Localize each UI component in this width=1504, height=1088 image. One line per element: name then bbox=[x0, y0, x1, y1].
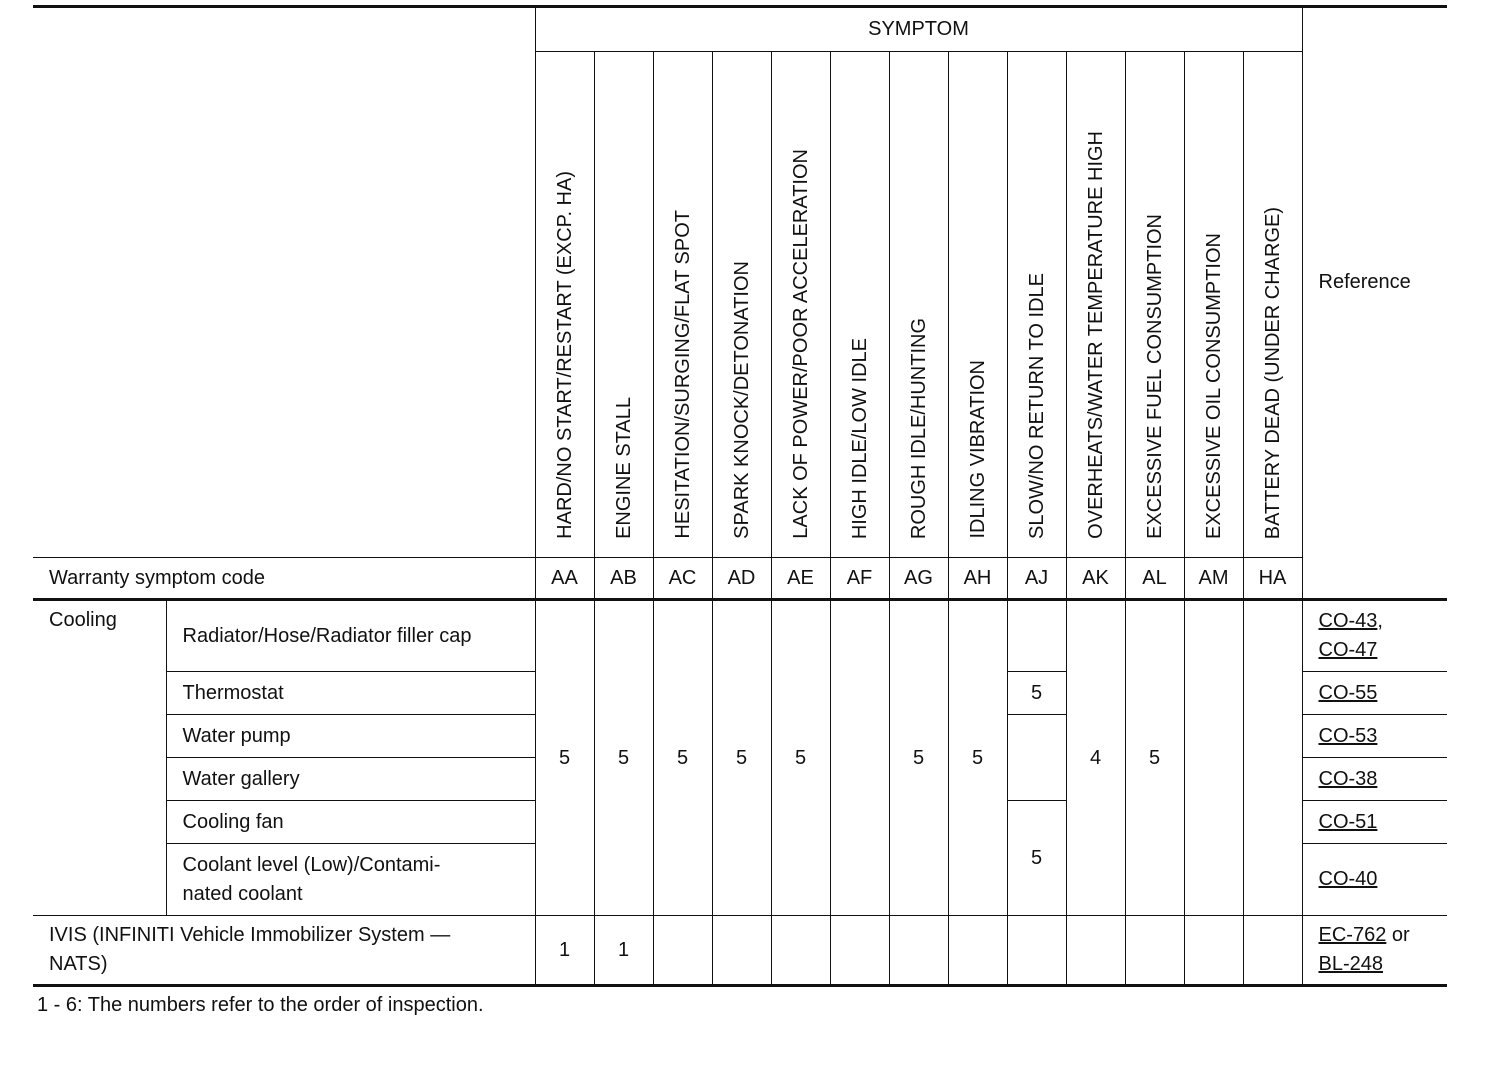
cooling-aj-thermostat: 5 bbox=[1007, 672, 1066, 715]
ivis-value-ha bbox=[1243, 916, 1302, 986]
ivis-value-aa: 1 bbox=[535, 916, 594, 986]
ref-cooling-fan bbox=[1302, 801, 1447, 844]
cooling-value-ad: 5 bbox=[712, 600, 771, 916]
cooling-value-ah: 5 bbox=[948, 600, 1007, 916]
symptom-header-am: EXCESSIVE OIL CONSUMPTION bbox=[1184, 52, 1243, 558]
cooling-item-water-pump: Water pump bbox=[166, 715, 535, 758]
code-ref-blank bbox=[1302, 558, 1447, 600]
ivis-value-am bbox=[1184, 916, 1243, 986]
code-ac: AC bbox=[653, 558, 712, 600]
ref-link[interactable]: EC-762 bbox=[1318, 924, 1387, 946]
symptom-table bbox=[33, 5, 1447, 987]
ivis-value-ac bbox=[653, 916, 712, 986]
cooling-value-aa: 5 bbox=[535, 600, 594, 916]
ref-link[interactable]: CO-40 bbox=[1318, 868, 1378, 890]
ivis-value-ad bbox=[712, 916, 771, 986]
cooling-item-radiator: Radiator/Hose/Radiator filler cap bbox=[166, 600, 535, 672]
cooling-aj-pump-gallery bbox=[1007, 715, 1066, 801]
ref-link[interactable]: CO-38 bbox=[1318, 767, 1378, 790]
ref-coolant-level bbox=[1302, 844, 1447, 916]
cooling-aj-radiator bbox=[1007, 600, 1066, 672]
cooling-category: Cooling bbox=[33, 600, 166, 916]
symptom-header-al: EXCESSIVE FUEL CONSUMPTION bbox=[1125, 52, 1184, 558]
symptom-header-ab: ENGINE STALL bbox=[594, 52, 653, 558]
ivis-label: IVIS (INFINITI Vehicle Immobilizer System — NATS) bbox=[33, 916, 535, 986]
ref-ivis: EC-762 or BL-248 bbox=[1302, 916, 1447, 986]
code-ha: HA bbox=[1243, 558, 1302, 600]
ivis-value-ah bbox=[948, 916, 1007, 986]
cooling-value-af bbox=[830, 600, 889, 916]
symptom-header-aa: HARD/NO START/RESTART (EXCP. HA) bbox=[535, 52, 594, 558]
cooling-item-water-gallery: Water gallery bbox=[166, 758, 535, 801]
code-ae: AE bbox=[771, 558, 830, 600]
cooling-value-al: 5 bbox=[1125, 600, 1184, 916]
code-ab: AB bbox=[594, 558, 653, 600]
ref-link[interactable]: CO-55 bbox=[1318, 681, 1378, 704]
code-ak: AK bbox=[1066, 558, 1125, 600]
symptom-header-ac: HESITATION/SURGING/FLAT SPOT bbox=[653, 52, 712, 558]
cooling-item-thermostat: Thermostat bbox=[166, 672, 535, 715]
cooling-item-cooling-fan: Cooling fan bbox=[166, 801, 535, 844]
symptom-group-header: SYMPTOM bbox=[535, 7, 1302, 52]
symptom-header-ag: ROUGH IDLE/HUNTING bbox=[889, 52, 948, 558]
cooling-value-am bbox=[1184, 600, 1243, 916]
ivis-value-al bbox=[1125, 916, 1184, 986]
ref-link[interactable]: CO-53 bbox=[1318, 724, 1378, 747]
symptom-header-aj: SLOW/NO RETURN TO IDLE bbox=[1007, 52, 1066, 558]
code-am: AM bbox=[1184, 558, 1243, 600]
ref-thermostat bbox=[1302, 672, 1447, 715]
symptom-header-ah: IDLING VIBRATION bbox=[948, 52, 1007, 558]
ivis-value-af bbox=[830, 916, 889, 986]
header-blank bbox=[33, 7, 535, 558]
cooling-value-ha bbox=[1243, 600, 1302, 916]
code-aj: AJ bbox=[1007, 558, 1066, 600]
cooling-value-ab: 5 bbox=[594, 600, 653, 916]
cooling-value-ak: 4 bbox=[1066, 600, 1125, 916]
code-ah: AH bbox=[948, 558, 1007, 600]
cooling-value-ag: 5 bbox=[889, 600, 948, 916]
reference-header: Reference bbox=[1302, 7, 1447, 558]
ref-water-gallery bbox=[1302, 758, 1447, 801]
symptom-header-ha: BATTERY DEAD (UNDER CHARGE) bbox=[1243, 52, 1302, 558]
code-ad: AD bbox=[712, 558, 771, 600]
cooling-value-ac: 5 bbox=[653, 600, 712, 916]
ref-radiator: CO-43, CO-47 bbox=[1302, 600, 1447, 672]
cooling-item-coolant-level: Coolant level (Low)/Contami- nated coolant bbox=[166, 844, 535, 916]
code-al: AL bbox=[1125, 558, 1184, 600]
symptom-header-ad: SPARK KNOCK/DETONATION bbox=[712, 52, 771, 558]
cooling-value-ae: 5 bbox=[771, 600, 830, 916]
ivis-value-ag bbox=[889, 916, 948, 986]
ivis-value-aj bbox=[1007, 916, 1066, 986]
code-af: AF bbox=[830, 558, 889, 600]
ivis-value-ab: 1 bbox=[594, 916, 653, 986]
code-ag: AG bbox=[889, 558, 948, 600]
footnote: 1 - 6: The numbers refer to the order of inspection. bbox=[37, 994, 484, 1016]
ivis-value-ak bbox=[1066, 916, 1125, 986]
ref-water-pump bbox=[1302, 715, 1447, 758]
code-aa: AA bbox=[535, 558, 594, 600]
ref-link[interactable]: CO-43 bbox=[1318, 610, 1378, 632]
ivis-value-ae bbox=[771, 916, 830, 986]
ref-link[interactable]: CO-51 bbox=[1318, 810, 1378, 833]
ref-link[interactable]: BL-248 bbox=[1318, 953, 1383, 975]
warranty-code-label: Warranty symptom code bbox=[33, 558, 535, 600]
symptom-header-ak: OVERHEATS/WATER TEMPERATURE HIGH bbox=[1066, 52, 1125, 558]
cooling-aj-fan: 5 bbox=[1007, 801, 1066, 916]
symptom-header-ae: LACK OF POWER/POOR ACCELERATION bbox=[771, 52, 830, 558]
ref-link[interactable]: CO-47 bbox=[1318, 639, 1378, 661]
symptom-header-af: HIGH IDLE/LOW IDLE bbox=[830, 52, 889, 558]
